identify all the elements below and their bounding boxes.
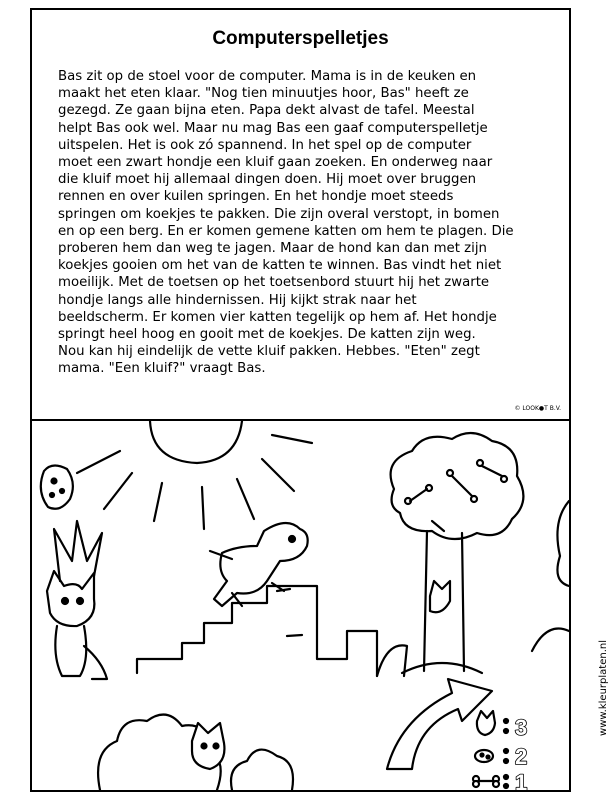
tree-icon xyxy=(377,645,407,676)
story-panel xyxy=(32,10,569,421)
bush-icon xyxy=(231,750,293,790)
story-text: Bas zit op de stoel voor de computer. Mama is in de keuken en maakt het eten klaar. "Nog tien minuutjes hoor, Bas" heeft ze gezegd. Ze gaan bijna eten. Papa dekt alvast de tafel. Meestal helpt Bas ook wel. Maar nu mag Bas een gaaf computerspelletje uitspelen. Het is ook zó spannend. In het spel op de computer moet een zwart hondje een kluif gaan zoeken. En onderweg naar die kluif moet hij allemaal dingen doen. Hij moet over bruggen rennen en over kuilen springen. En het hondje moet steeds springen om koekjes te pakken. Die zijn overal verstopt, in bomen en op een berg. En er komen gemene katten om hem te plagen. Die proberen hem dan weg te jagen. Maar de hond kan dan met zijn koekjes gooien om het van de katten te winnen. Bas vindt het niet moeilijk. Met de toetsen op het toetsenbord stuurt hij het zwarte hondje langs alle hindernissen. Hij kijkt strak naar het beeldscherm. Er komen vier katten tegelijk op hem af. Het hondje springt heel hoog en gooit met de koekjes. De katten zijn weg. Nou kan hij eindelijk de vette kluif pakken. Hebbes. "Eten" zegt mama. "Een kluif?" vraagt Bas. xyxy=(58,69,514,377)
cat-icon xyxy=(192,723,224,769)
tree-icon xyxy=(391,433,524,673)
page-title: Computerspelletjes xyxy=(212,28,389,49)
cookie-icon xyxy=(475,750,493,762)
score-cookies: 2 xyxy=(515,744,528,769)
score-bones: 1 xyxy=(515,770,528,795)
plant-icon xyxy=(54,521,102,581)
bone-icon xyxy=(405,460,507,531)
mountain-steps xyxy=(137,586,377,676)
coloring-page xyxy=(30,8,571,795)
bush-icon xyxy=(532,629,569,652)
cat-icon xyxy=(477,711,495,735)
score-cats: 3 xyxy=(515,715,528,740)
website-url: www.kleurplaten.nl xyxy=(598,640,609,736)
cookie-icon xyxy=(41,465,73,508)
cat-icon xyxy=(47,571,107,679)
bone-icon xyxy=(473,776,499,787)
dog-icon xyxy=(210,523,308,606)
coloring-illustration xyxy=(32,421,569,795)
copyright-notice: © LOOK●T B.V. xyxy=(514,405,561,412)
cat-icon xyxy=(430,581,450,612)
sun-icon xyxy=(77,421,312,529)
bush-icon xyxy=(557,501,569,586)
